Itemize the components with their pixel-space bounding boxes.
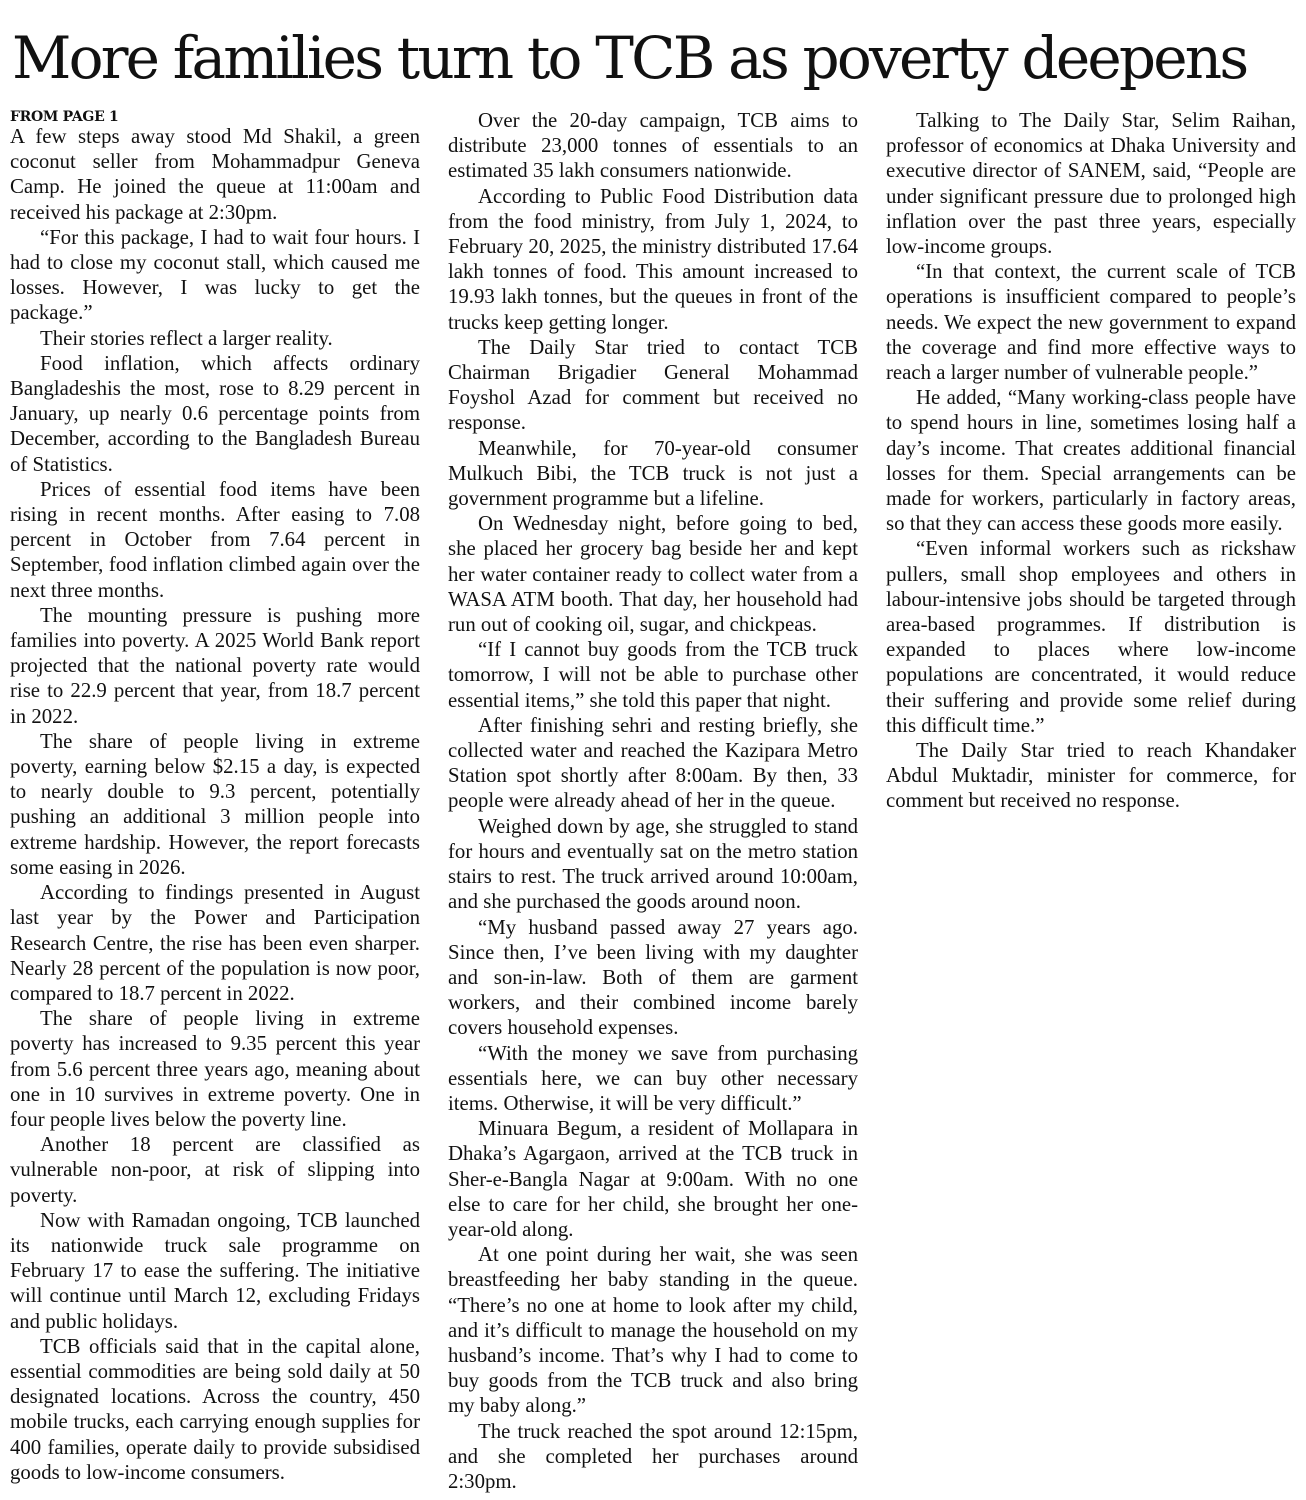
paragraph: “If I cannot buy goods from the TCB truck tomorrow, I will not be able to purchase other essential items,” she told this paper that night.	[448, 638, 858, 712]
paragraph: Prices of essential food items have been rising in recent months. After easing to 7.08 percent in October from 7.64 percent in September, food inflation climbed again over the next three months.	[10, 477, 420, 602]
paragraph: Now with Ramadan ongoing, TCB launched its nationwide truck sale programme on February 17 to ease the suffering. The initiative will continue until March 12, excluding Fridays and public holidays.	[10, 1208, 420, 1333]
article-body	[10, 108, 1296, 1496]
paragraph: Over the 20-day campaign, TCB aims to distribute 23,000 tonnes of essentials to an estimated 35 lakh consumers nationwide.	[448, 109, 858, 183]
paragraph: A few steps away stood Md Shakil, a green coconut seller from Mohammadpur Geneva Camp. He joined the queue at 11:00am and received his package at 2:30pm.	[10, 125, 420, 224]
paragraph: The share of people living in extreme poverty, earning below $2.15 a day, is expected to nearly double to 9.3 percent, potentially pushing an additional 3 million people into extreme hardship. However, the report forecasts some easing in 2026.	[10, 729, 420, 879]
paragraph: At one point during her wait, she was seen breastfeeding her baby standing in the queue. “There’s no one at home to look after my child, and it’s difficult to manage the household on my husband’s income. That’s why I had to come to buy goods from the TCB truck and also bring my baby along.”	[448, 1243, 858, 1418]
paragraph: Minuara Begum, a resident of Mollapara in Dhaka’s Agargaon, arrived at the TCB truck in Sher-e-Bangla Nagar at 9:00am. With no one else to care for her child, she brought her one-year-old along.	[448, 1117, 858, 1241]
paragraph: According to findings presented in August last year by the Power and Participation Research Centre, the rise has been even sharper. Nearly 28 percent of the population is now poor, compared to 18.7 percent in 2022.	[10, 881, 420, 1005]
paragraph: The Daily Star tried to reach Khandaker Abdul Muktadir, minister for commerce, for comment but received no response.	[886, 739, 1296, 813]
paragraph: According to Public Food Distribution data from the food ministry, from July 1, 2024, to February 20, 2025, the ministry distributed 17.64 lakh tonnes of food. This amount increased to 19.93 lakh tonnes, but the queues in front of the trucks keep getting longer.	[448, 184, 858, 334]
paragraph: TCB officials said that in the capital alone, essential commodities are being sold daily at 50 designated locations. Across the country, 450 mobile trucks, each carrying enough supplies for 400 families, operate daily to provide subsidised goods to low-income consumers.	[10, 1334, 420, 1484]
paragraph: Another 18 percent are classified as vulnerable non-poor, at risk of slipping into poverty.	[10, 1133, 420, 1207]
paragraph: “With the money we save from purchasing essentials here, we can buy other necessary items. Otherwise, it will be very difficult.”	[448, 1041, 858, 1115]
paragraph: “For this package, I had to wait four hours. I had to close my coconut stall, which caused me losses. However, I was lucky to get the package.”	[10, 225, 420, 325]
paragraph: On Wednesday night, before going to bed, she placed her grocery bag beside her and kept her water container ready to collect water from a WASA ATM booth. That day, her household had run out of cooking oil, sugar, and chickpeas.	[448, 512, 858, 637]
paragraph: “In that context, the current scale of TCB operations is insufficient compared to people’s needs. We expect the new government to expand the coverage and find more effective ways to reach a larger number of vulnerable people.”	[886, 260, 1296, 385]
paragraph: The share of people living in extreme poverty has increased to 9.35 percent this year from 5.6 percent three years ago, meaning about one in 10 survives in extreme poverty. One in four people lives below the poverty line.	[10, 1007, 420, 1131]
paragraph: The mounting pressure is pushing more families into poverty. A 2025 World Bank report projected that the national poverty rate would rise to 22.9 percent that year, from 18.7 percent in 2022.	[10, 603, 420, 728]
paragraph: The truck reached the spot around 12:15pm, and she completed her purchases around 2:30pm.	[448, 1419, 858, 1493]
paragraph: “My husband passed away 27 years ago. Since then, I’ve been living with my daughter and son-in-law. Both of them are garment workers, and their combined income barely covers household expenses.	[448, 915, 858, 1040]
paragraph: Their stories reflect a larger reality.	[40, 326, 333, 350]
paragraph: Meanwhile, for 70-year-old consumer Mulkuch Bibi, the TCB truck is not just a government programme but a lifeline.	[448, 436, 858, 511]
paragraph: He added, “Many working-class people have to spend hours in line, sometimes losing half a day’s income. That creates additional financial losses for them. Special arrangements can be made for workers, particularly in factory areas, so that they can access these goods more easily.	[886, 386, 1296, 536]
paragraph: Weighed down by age, she struggled to stand for hours and eventually sat on the metro station stairs to rest. The truck arrived around 10:00am, and she purchased the goods around noon.	[448, 814, 858, 914]
paragraph: The Daily Star tried to contact TCB Chairman Brigadier General Mohammad Foyshol Azad for comment but received no response.	[448, 335, 858, 435]
paragraph: After finishing sehri and resting briefly, she collected water and reached the Kazipara Metro Station spot shortly after 8:00am. By then, 33 people were already ahead of her in the queue.	[448, 713, 858, 813]
kicker: FROM PAGE 1	[10, 109, 119, 125]
paragraph: Talking to The Daily Star, Selim Raihan, professor of economics at Dhaka University and executive director of SANEM, said, “People are under significant pressure due to prolonged high inflation over the past three years, especially low-income groups.	[886, 109, 1296, 259]
headline: More families turn to TCB as poverty deepens	[12, 24, 1247, 92]
paragraph: “Even informal workers such as rickshaw pullers, small shop employees and others in labour-intensive jobs should be targeted through area-based programmes. If distribution is expanded to places where low-income populations are concentrated, it would reduce their suffering and provide some relief during this difficult time.”	[886, 537, 1296, 737]
paragraph: Food inflation, which affects ordinary Bangladeshis the most, rose to 8.29 percent in January, up nearly 0.6 percentage points from December, according to the Bangladesh Bureau of Statistics.	[10, 351, 420, 476]
